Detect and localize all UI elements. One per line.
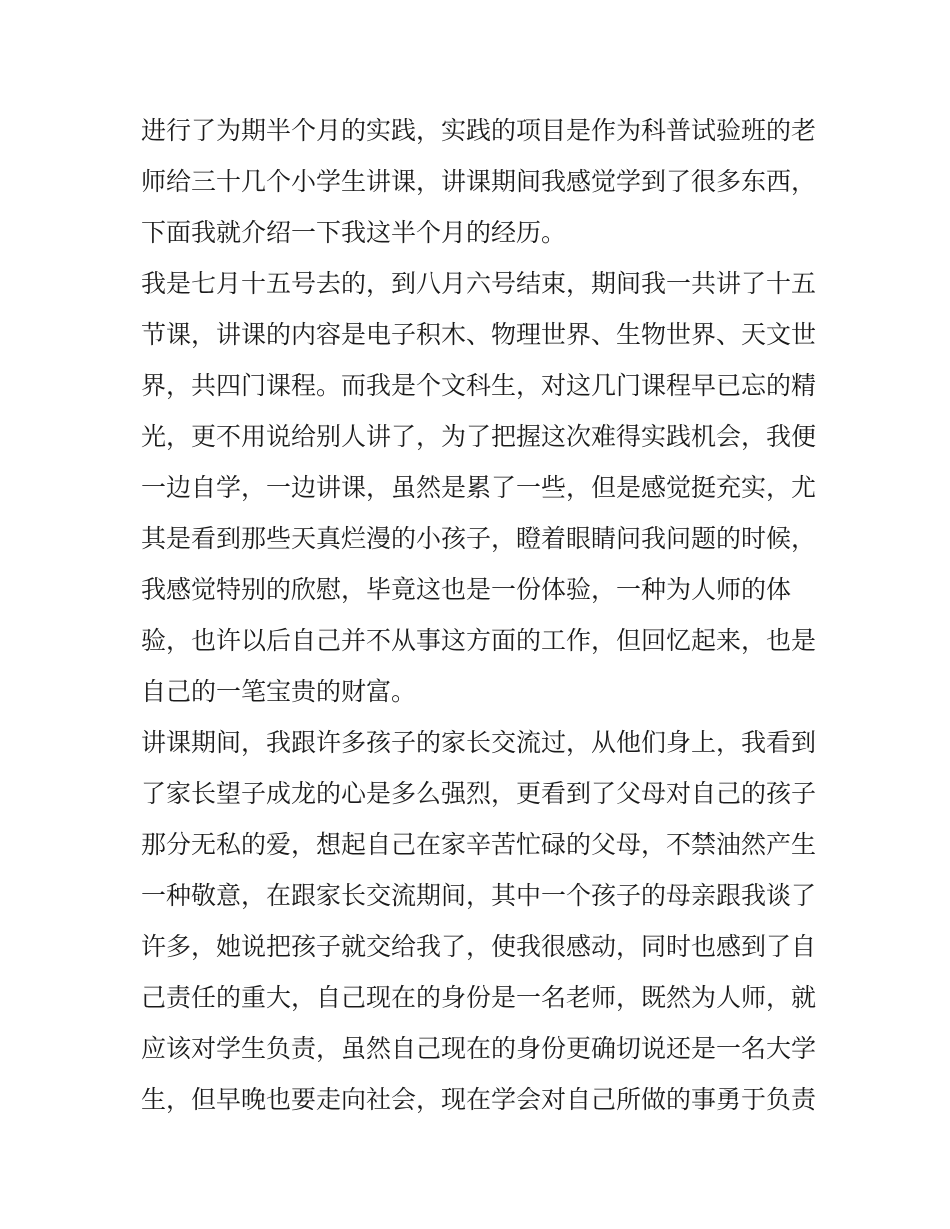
text-line: 节课，讲课的内容是电子积木、物理世界、生物世界、天文世 <box>141 320 817 349</box>
text-line: 讲课期间，我跟许多孩子的家长交流过，从他们身上，我看到 <box>141 728 817 757</box>
paragraph-teaching-experience <box>141 258 821 717</box>
text-line: 了家长望子成龙的心是多么强烈，更看到了父母对自己的孩子 <box>141 779 817 808</box>
text-line: 一种敬意，在跟家长交流期间，其中一个孩子的母亲跟我谈了 <box>141 881 817 910</box>
text-line: 一边自学，一边讲课，虽然是累了一些，但是感觉挺充实，尤 <box>141 473 817 502</box>
text-line: 光，更不用说给别人讲了，为了把握这次难得实践机会，我便 <box>141 422 817 451</box>
text-line: 生，但早晚也要走向社会，现在学会对自己所做的事勇于负责 <box>141 1085 817 1114</box>
text-line: 师给三十几个小学生讲课，讲课期间我感觉学到了很多东西， <box>141 167 817 196</box>
text-line: 应该对学生负责，虽然自己现在的身份更确切说还是一名大学 <box>141 1034 817 1063</box>
text-line: 其是看到那些天真烂漫的小孩子，瞪着眼睛问我问题的时候， <box>141 524 817 553</box>
document-body <box>141 105 821 1125</box>
text-line: 验，也许以后自己并不从事这方面的工作，但回忆起来，也是 <box>141 626 817 655</box>
text-line: 那分无私的爱，想起自己在家辛苦忙碌的父母，不禁油然产生 <box>141 830 817 859</box>
text-line: 进行了为期半个月的实践，实践的项目是作为科普试验班的老 <box>141 116 817 145</box>
text-line: 下面我就介绍一下我这半个月的经历。 <box>141 218 567 247</box>
text-line: 我是七月十五号去的，到八月六号结束，期间我一共讲了十五 <box>141 269 817 298</box>
paragraph-practice-intro <box>141 105 821 258</box>
paragraph-parent-communication <box>141 717 821 1125</box>
text-line: 界，共四门课程。而我是个文科生，对这几门课程早已忘的精 <box>141 371 817 400</box>
text-line: 我感觉特别的欣慰，毕竟这也是一份体验，一种为人师的体 <box>141 575 792 604</box>
text-line: 自己的一笔宝贵的财富。 <box>141 677 417 706</box>
text-line: 己责任的重大，自己现在的身份是一名老师，既然为人师，就 <box>141 983 817 1012</box>
text-line: 许多，她说把孩子就交给我了，使我很感动，同时也感到了自 <box>141 932 817 961</box>
